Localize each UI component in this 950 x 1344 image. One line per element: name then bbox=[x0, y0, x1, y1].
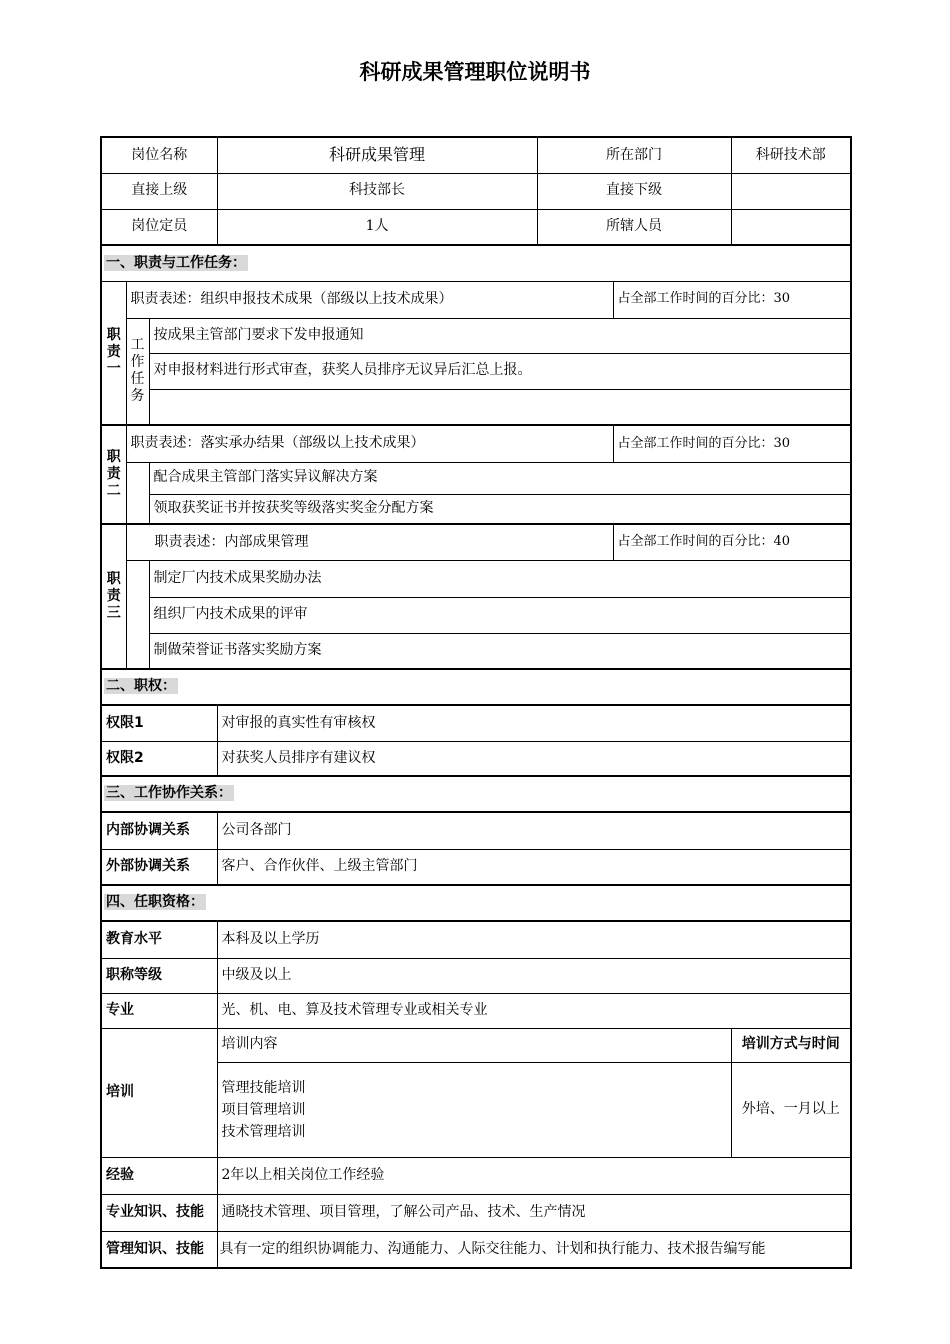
task-spacer bbox=[126, 462, 149, 524]
section-heading bbox=[101, 245, 851, 281]
department-label: 所在部门 bbox=[537, 137, 731, 173]
section-heading bbox=[101, 776, 851, 812]
training-item: 管理技能培训 bbox=[221, 1079, 306, 1096]
relation-value: 客户、合作伙伴、上级主管部门 bbox=[217, 849, 851, 885]
page-title: 科研成果管理职位说明书 bbox=[359, 60, 591, 84]
superior: 科技部长 bbox=[217, 173, 537, 209]
skills-label: 专业知识、技能 bbox=[101, 1194, 217, 1231]
title-level-label: 职称等级 bbox=[101, 958, 217, 993]
task-spacer bbox=[126, 560, 149, 669]
superior-label: 直接上级 bbox=[101, 173, 217, 209]
authority-label: 权限2 bbox=[101, 741, 217, 776]
department: 科研技术部 bbox=[731, 137, 851, 173]
section-1-title: 一、职责与工作任务： bbox=[106, 254, 246, 271]
headcount: 1人 bbox=[217, 209, 537, 245]
duty-label: 职责三 bbox=[101, 524, 126, 669]
authority-label: 权限1 bbox=[101, 705, 217, 741]
section-3-title: 三、工作协作关系： bbox=[106, 785, 232, 802]
duty-label: 职责二 bbox=[101, 425, 126, 524]
training-label: 培训 bbox=[101, 1028, 217, 1157]
experience-value: 2年以上相关岗位工作经验 bbox=[217, 1157, 851, 1194]
duty-time-percent: 占全部工作时间的百分比：40 bbox=[613, 524, 851, 560]
education-value: 本科及以上学历 bbox=[217, 921, 851, 958]
relation-value: 公司各部门 bbox=[217, 812, 851, 849]
duty-time-percent: 占全部工作时间的百分比：30 bbox=[613, 281, 851, 318]
mgmt-skills-value: 具有一定的组织协调能力、沟通能力、人际交往能力、计划和执行能力、技术报告编写能 bbox=[217, 1231, 851, 1268]
training-content bbox=[217, 1062, 731, 1157]
task-item: 配合成果主管部门落实异议解决方案 bbox=[149, 462, 851, 494]
skills-value: 通晓技术管理、项目管理，了解公司产品、技术、生产情况 bbox=[217, 1194, 851, 1231]
subordinate-label: 直接下级 bbox=[537, 173, 731, 209]
position-name: 科研成果管理 bbox=[217, 137, 537, 173]
duty-description: 职责表述：内部成果管理 bbox=[126, 524, 613, 560]
section-4-title: 四、任职资格： bbox=[106, 894, 204, 911]
title-level-value: 中级及以上 bbox=[217, 958, 851, 993]
subordinate bbox=[731, 173, 851, 209]
managed bbox=[731, 209, 851, 245]
relation-label: 内部协调关系 bbox=[101, 812, 217, 849]
education-label: 教育水平 bbox=[101, 921, 217, 958]
section-2-title: 二、职权： bbox=[106, 678, 176, 695]
task-item: 组织厂内技术成果的评审 bbox=[149, 597, 851, 633]
task-label: 工作任务 bbox=[126, 318, 149, 425]
headcount-label: 岗位定员 bbox=[101, 209, 217, 245]
task-item: 领取获奖证书并按获奖等级落实奖金分配方案 bbox=[149, 494, 851, 524]
experience-label: 经验 bbox=[101, 1157, 217, 1194]
duty-description: 职责表述：落实承办结果（部级以上技术成果） bbox=[126, 425, 613, 462]
duty-time-percent: 占全部工作时间的百分比：30 bbox=[613, 425, 851, 462]
mgmt-skills-label: 管理知识、技能 bbox=[101, 1231, 217, 1268]
authority-value: 对获奖人员排序有建议权 bbox=[217, 741, 851, 776]
training-method-label: 培训方式与时间 bbox=[731, 1028, 851, 1062]
managed-label: 所辖人员 bbox=[537, 209, 731, 245]
task-item: 对申报材料进行形式审查，获奖人员排序无议异后汇总上报。 bbox=[149, 353, 851, 389]
position-name-label: 岗位名称 bbox=[101, 137, 217, 173]
duty-label: 职责一 bbox=[101, 281, 126, 425]
section-heading bbox=[101, 885, 851, 921]
task-item bbox=[149, 389, 851, 425]
task-item: 按成果主管部门要求下发申报通知 bbox=[149, 318, 851, 353]
job-description-table bbox=[100, 136, 852, 1269]
authority-value: 对审报的真实性有审核权 bbox=[217, 705, 851, 741]
duty-description: 职责表述：组织申报技术成果（部级以上技术成果） bbox=[126, 281, 613, 318]
training-item: 技术管理培训 bbox=[221, 1123, 306, 1140]
task-item: 制做荣誉证书落实奖励方案 bbox=[149, 633, 851, 669]
training-method: 外培、一月以上 bbox=[731, 1062, 851, 1157]
relation-label: 外部协调关系 bbox=[101, 849, 217, 885]
training-item: 项目管理培训 bbox=[221, 1101, 306, 1118]
major-value: 光、机、电、算及技术管理专业或相关专业 bbox=[217, 993, 851, 1028]
task-item: 制定厂内技术成果奖励办法 bbox=[149, 560, 851, 597]
major-label: 专业 bbox=[101, 993, 217, 1028]
section-heading bbox=[101, 669, 851, 705]
training-content-label: 培训内容 bbox=[217, 1028, 731, 1062]
